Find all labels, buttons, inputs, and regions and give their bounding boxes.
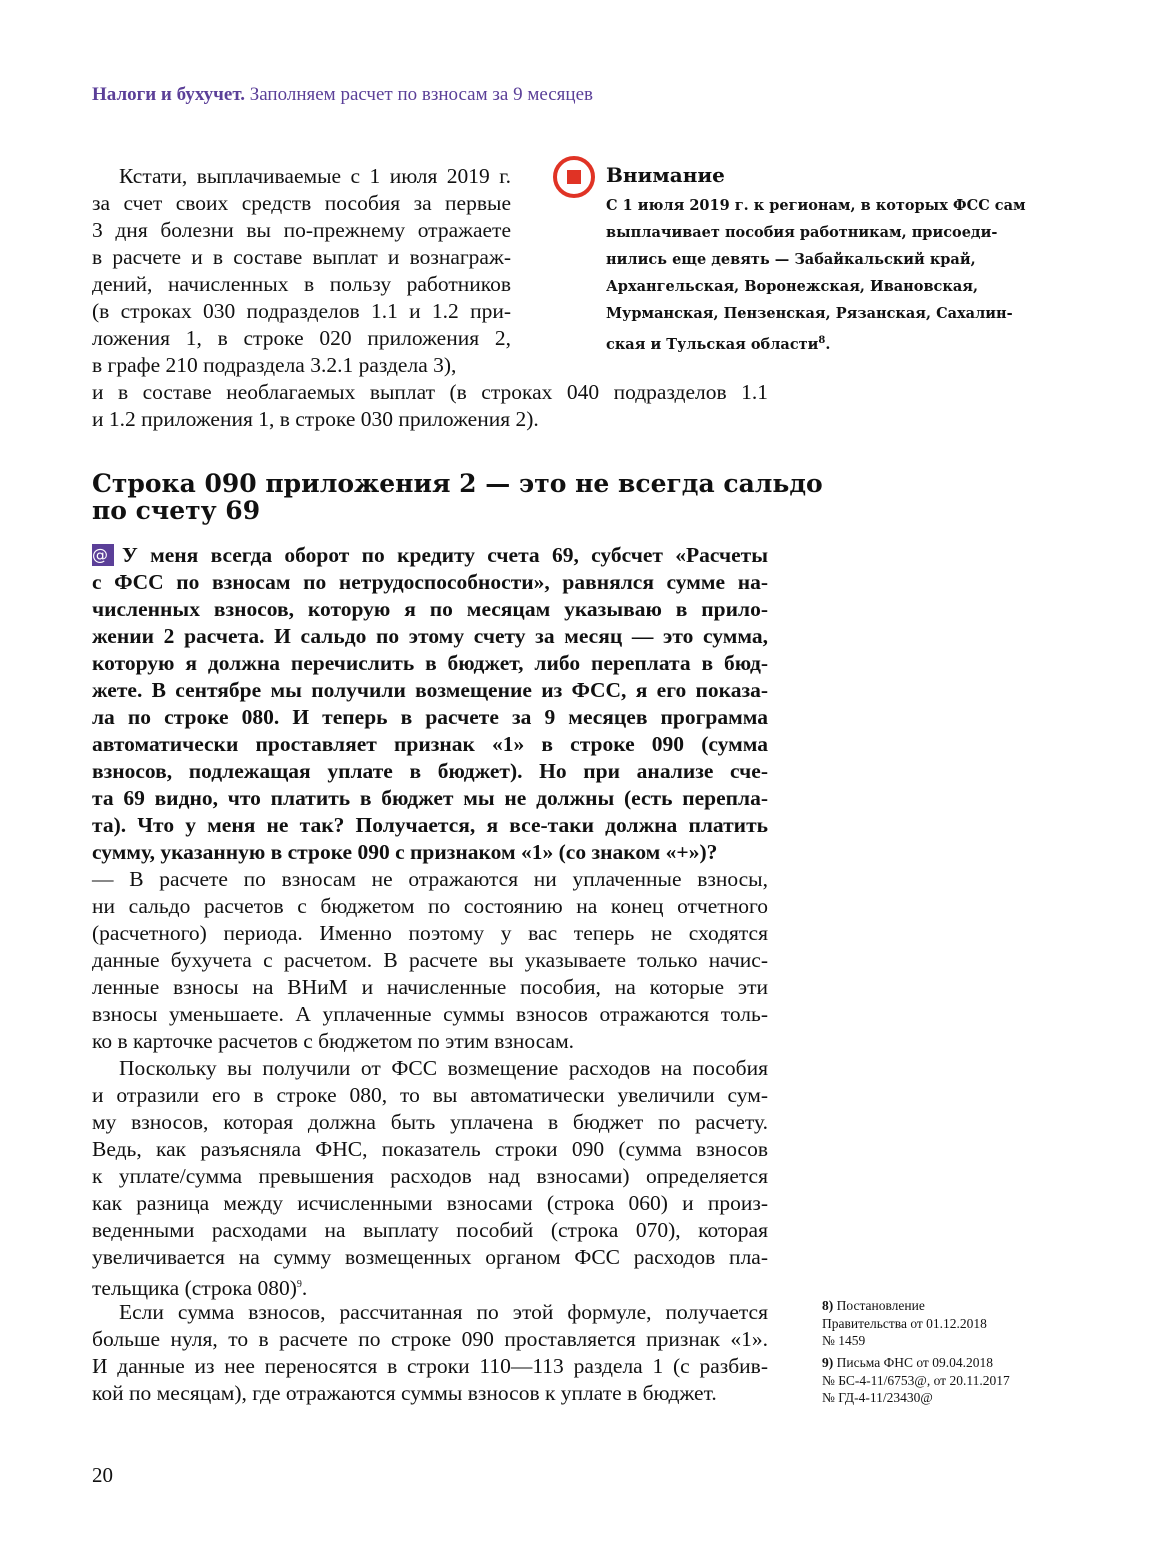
line-text: та). Что у меня не так? Получается, я все-таки должна платить xyxy=(92,813,768,837)
line-text: ко в карточке расчетов с бюджетом по этим взносам. xyxy=(92,1029,575,1053)
text-line xyxy=(92,893,768,920)
text-line xyxy=(92,785,768,812)
text-line xyxy=(92,569,768,596)
line-text: данные бухучета с расчетом. В расчете вы указываете только начис- xyxy=(92,948,768,972)
header-section: Налоги и бухучет. xyxy=(92,84,245,105)
text-line xyxy=(92,650,768,677)
text-line xyxy=(92,812,768,839)
text-line xyxy=(606,300,1026,327)
text-line xyxy=(92,298,511,325)
line-text: 3 дня болезни вы по-прежнему отражаете xyxy=(92,218,511,242)
reader-question xyxy=(92,542,768,866)
intro-paragraph xyxy=(92,163,511,379)
line-text: с ФСС по взносам по нетрудоспособности», равнялся сумме на- xyxy=(92,570,768,594)
line-text: автоматически проставляет признак «1» в строке 090 (сумма xyxy=(92,732,768,756)
text-line xyxy=(92,190,511,217)
line-text: тельщика (строка 080) xyxy=(92,1276,297,1301)
text-line xyxy=(92,677,768,704)
footnote-line xyxy=(822,1315,987,1333)
footnote-text: № ГД-4-11/23430@ xyxy=(822,1390,933,1405)
line-text: Если сумма взносов, рассчитанная по этой формуле, получается xyxy=(119,1300,768,1324)
intro-paragraph-continued xyxy=(92,379,768,433)
answer-paragraph-3 xyxy=(92,1299,768,1407)
line-text: веденными расходами на выплату пособий (строка 070), которая xyxy=(92,1218,768,1242)
footnote-number: 8) xyxy=(822,1298,834,1313)
line-text: ни сальдо расчетов с бюджетом по состоянию на конец отчетного xyxy=(92,894,768,918)
text-line xyxy=(92,497,768,524)
text-line xyxy=(92,704,768,731)
text-line xyxy=(92,947,768,974)
line-text: жении 2 расчета. И сальдо по этому счету за месяц — это сумма, xyxy=(92,624,768,648)
line-text: ложения 1, в строке 020 приложения 2, xyxy=(92,326,511,350)
line-text: сумму, указанную в строке 090 с признаком «1» (со знаком «+»)? xyxy=(92,840,718,864)
footnote-9 xyxy=(822,1354,1010,1407)
text-line xyxy=(92,866,768,893)
text-line xyxy=(606,273,1026,300)
footnote-line xyxy=(822,1332,987,1350)
text-line xyxy=(92,839,768,866)
text-line xyxy=(92,623,768,650)
line-text: нились еще девять — Забайкальский край, xyxy=(606,251,976,268)
line-text: к уплате/сумма превышения расходов над взносами) определяется xyxy=(92,1164,768,1188)
footnote-line xyxy=(822,1297,987,1315)
line-text: ленные взносы на ВНиМ и начисленные пособия, на которые эти xyxy=(92,975,768,999)
page-number: 20 xyxy=(92,1463,113,1487)
text-line xyxy=(92,920,768,947)
footnote-text: Правительства от 01.12.2018 xyxy=(822,1315,987,1331)
text-line xyxy=(92,1299,768,1326)
footnote-ref: 8 xyxy=(818,335,826,346)
line-text: И данные из нее переносятся в строки 110—113 раздела 1 (с разбив- xyxy=(92,1354,768,1378)
line-text: за счет своих средств пособия за первые xyxy=(92,191,511,215)
running-header xyxy=(92,84,593,106)
footnote-8 xyxy=(822,1297,987,1350)
line-text: которую я должна перечислить в бюджет, либо переплата в бюд- xyxy=(92,651,768,675)
answer-paragraph-1 xyxy=(92,866,768,1055)
line-text: увеличивается на сумму возмещенных органом ФСС расходов пла- xyxy=(92,1245,768,1269)
line-text: как разница между исчисленными взносами (строка 060) и произ- xyxy=(92,1191,768,1215)
text-line xyxy=(92,1244,768,1271)
section-heading xyxy=(92,469,823,525)
line-text: кой по месяцам), где отражаются суммы взносов к уплате в бюджет. xyxy=(92,1381,717,1405)
footnote-text: Письма ФНС от 09.04.2018 xyxy=(836,1355,993,1370)
line-text: выплачивает пособия работникам, присоеди- xyxy=(606,224,998,241)
text-line xyxy=(92,596,768,623)
question-at-icon: @ xyxy=(92,544,114,566)
text-line xyxy=(92,1082,768,1109)
text-line xyxy=(92,1217,768,1244)
text-line xyxy=(92,325,511,352)
line-text: Архангельская, Воронежская, Ивановская, xyxy=(606,278,978,295)
text-line xyxy=(92,1055,768,1082)
line-text: в графе 210 подраздела 3.2.1 раздела 3), xyxy=(92,353,457,377)
text-line xyxy=(92,1136,768,1163)
line-text: У меня всегда оборот по кредиту счета 69, субсчет «Расчеты xyxy=(122,543,768,567)
line-text: (в строках 030 подразделов 1.1 и 1.2 при- xyxy=(92,299,511,323)
line-text: Ведь, как разъясняла ФНС, показатель строки 090 (сумма взносов xyxy=(92,1137,768,1161)
text-line xyxy=(92,469,823,498)
text-line xyxy=(92,1109,768,1136)
line-text: больше нуля, то в расчете по строке 090 проставляется признак «1». xyxy=(92,1327,768,1351)
text-line xyxy=(92,1028,768,1055)
text-line xyxy=(92,1353,768,1380)
footnote-text: Постановление xyxy=(836,1298,925,1313)
text-line xyxy=(606,192,1026,219)
line-text: Кстати, выплачиваемые с 1 июля 2019 г. xyxy=(119,164,511,188)
text-line xyxy=(92,974,768,1001)
text-line xyxy=(92,406,768,433)
text-line xyxy=(92,731,768,758)
header-title: Заполняем расчет по взносам за 9 месяцев xyxy=(249,84,593,105)
line-text: Строка 090 приложения 2 — это не всегда сальдо xyxy=(92,469,823,498)
footnote-line xyxy=(822,1389,1010,1407)
text-line xyxy=(92,217,511,244)
text-line xyxy=(92,542,768,569)
line-text: ла по строке 080. И теперь в расчете за 9 месяцев программа xyxy=(92,705,768,729)
text-line xyxy=(92,1326,768,1353)
text-line xyxy=(92,1380,768,1407)
text-line xyxy=(92,163,511,190)
footnote-line xyxy=(822,1354,1010,1372)
text-line xyxy=(92,1001,768,1028)
footnote-text: № 1459 xyxy=(822,1333,866,1348)
attention-stop-icon xyxy=(553,156,595,198)
line-text: взносы уменьшаете. А уплаченные суммы взносов отражаются толь- xyxy=(92,1002,768,1026)
line-text: и отразили его в строке 080, то вы автоматически увеличили сум- xyxy=(92,1083,768,1107)
text-line xyxy=(92,352,511,379)
text-line: тельщика (строка 080)$^9$. xyxy=(92,1276,308,1301)
attention-title: Внимание xyxy=(606,163,725,187)
line-text: С 1 июля 2019 г. к регионам, в которых ФСС сам xyxy=(606,197,1026,214)
attention-body xyxy=(606,192,1026,354)
footnote-text: № БС-4-11/6753@, от 20.11.2017 xyxy=(822,1372,1010,1388)
line-text: дений, начисленных в пользу работников xyxy=(92,272,511,296)
text-line xyxy=(92,379,768,406)
text-line: ская и Тульская области$^8$. xyxy=(606,335,831,353)
footnote-line xyxy=(822,1372,1010,1390)
text-line xyxy=(606,219,1026,246)
line-text: взносов, подлежащая уплате в бюджет). Но при анализе сче- xyxy=(92,759,768,783)
line-text: Мурманская, Пензенская, Рязанская, Сахалин- xyxy=(606,305,1013,322)
line-text: (расчетного) периода. Именно поэтому у вас теперь не сходятся xyxy=(92,921,768,945)
line-text: му взносов, которая должна быть уплачена в бюджет по расчету. xyxy=(92,1110,768,1134)
text-line xyxy=(606,246,1026,273)
text-line xyxy=(92,271,511,298)
line-text: и 1.2 приложения 1, в строке 030 приложения 2). xyxy=(92,407,539,431)
line-text: по счету 69 xyxy=(92,496,261,525)
footnote-ref: 9 xyxy=(296,1279,302,1290)
line-text: та 69 видно, что платить в бюджет мы не должны (есть перепла- xyxy=(92,786,768,810)
answer-paragraph-2 xyxy=(92,1055,768,1301)
line-text: жете. В сентябре мы получили возмещение из ФСС, я его показа- xyxy=(92,678,768,702)
line-text: численных взносов, которую я по месяцам указываю в прило- xyxy=(92,597,768,621)
line-text: — В расчете по взносам не отражаются ни уплаченные взносы, xyxy=(92,867,768,891)
line-text: ская и Тульская области xyxy=(606,335,819,353)
text-line xyxy=(92,1163,768,1190)
footnote-number: 9) xyxy=(822,1355,834,1370)
line-text: и в составе необлагаемых выплат (в строках 040 подразделов 1.1 xyxy=(92,380,768,404)
text-line xyxy=(92,1190,768,1217)
text-line xyxy=(92,244,511,271)
line-text: Поскольку вы получили от ФСС возмещение расходов на пособия xyxy=(119,1056,768,1080)
text-line xyxy=(92,758,768,785)
line-text: в расчете и в составе выплат и вознаграж- xyxy=(92,245,511,269)
